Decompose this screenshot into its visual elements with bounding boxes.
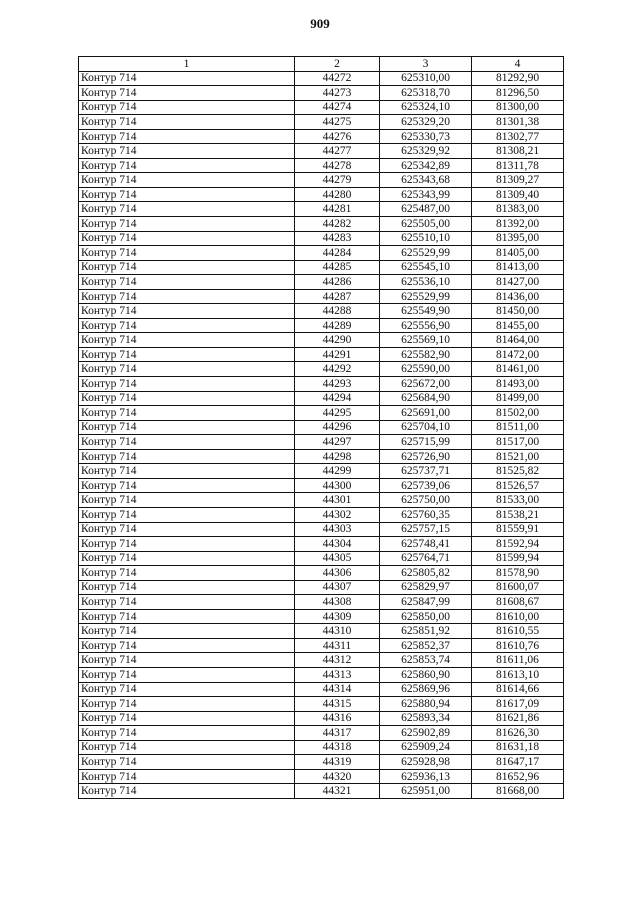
- x-coordinate-cell: 625329,92: [380, 144, 472, 159]
- point-number-cell: 44296: [295, 420, 380, 435]
- y-coordinate-cell: 81614,66: [472, 682, 564, 697]
- table-body: [79, 71, 564, 798]
- column-header-1: 1: [79, 57, 295, 72]
- contour-name-cell: Контур 714: [79, 231, 295, 246]
- contour-name-cell: Контур 714: [79, 144, 295, 159]
- contour-name-cell: Контур 714: [79, 464, 295, 479]
- point-number-cell: 44304: [295, 537, 380, 552]
- contour-name-cell: Контур 714: [79, 755, 295, 770]
- contour-name-cell: Контур 714: [79, 246, 295, 261]
- contour-name-cell: Контур 714: [79, 420, 295, 435]
- table-row: [79, 347, 564, 362]
- point-number-cell: 44300: [295, 478, 380, 493]
- x-coordinate-cell: 625860,90: [380, 667, 472, 682]
- point-number-cell: 44318: [295, 740, 380, 755]
- y-coordinate-cell: 81309,27: [472, 173, 564, 188]
- x-coordinate-cell: 625529,99: [380, 289, 472, 304]
- contour-name-cell: Контур 714: [79, 507, 295, 522]
- table-row: [79, 740, 564, 755]
- x-coordinate-cell: 625764,71: [380, 551, 472, 566]
- table-row: [79, 362, 564, 377]
- y-coordinate-cell: 81472,00: [472, 347, 564, 362]
- y-coordinate-cell: 81311,78: [472, 158, 564, 173]
- table-row: [79, 144, 564, 159]
- point-number-cell: 44312: [295, 653, 380, 668]
- point-number-cell: 44288: [295, 304, 380, 319]
- y-coordinate-cell: 81308,21: [472, 144, 564, 159]
- y-coordinate-cell: 81302,77: [472, 129, 564, 144]
- x-coordinate-cell: 625737,71: [380, 464, 472, 479]
- table-row: [79, 86, 564, 101]
- table-row: [79, 275, 564, 290]
- x-coordinate-cell: 625536,10: [380, 275, 472, 290]
- y-coordinate-cell: 81613,10: [472, 667, 564, 682]
- table-row: [79, 377, 564, 392]
- y-coordinate-cell: 81578,90: [472, 566, 564, 581]
- x-coordinate-cell: 625902,89: [380, 726, 472, 741]
- table-row: [79, 493, 564, 508]
- contour-name-cell: Контур 714: [79, 580, 295, 595]
- y-coordinate-cell: 81600,07: [472, 580, 564, 595]
- point-number-cell: 44283: [295, 231, 380, 246]
- table-row: [79, 420, 564, 435]
- y-coordinate-cell: 81427,00: [472, 275, 564, 290]
- y-coordinate-cell: 81309,40: [472, 187, 564, 202]
- point-number-cell: 44310: [295, 624, 380, 639]
- contour-name-cell: Контур 714: [79, 784, 295, 799]
- point-number-cell: 44279: [295, 173, 380, 188]
- contour-name-cell: Контур 714: [79, 435, 295, 450]
- contour-name-cell: Контур 714: [79, 71, 295, 86]
- y-coordinate-cell: 81450,00: [472, 304, 564, 319]
- contour-name-cell: Контур 714: [79, 187, 295, 202]
- x-coordinate-cell: 625324,10: [380, 100, 472, 115]
- x-coordinate-cell: 625704,10: [380, 420, 472, 435]
- x-coordinate-cell: 625715,99: [380, 435, 472, 450]
- x-coordinate-cell: 625582,90: [380, 347, 472, 362]
- x-coordinate-cell: 625760,35: [380, 507, 472, 522]
- x-coordinate-cell: 625545,10: [380, 260, 472, 275]
- y-coordinate-cell: 81559,91: [472, 522, 564, 537]
- table-row: [79, 246, 564, 261]
- y-coordinate-cell: 81668,00: [472, 784, 564, 799]
- contour-name-cell: Контур 714: [79, 638, 295, 653]
- table-row: [79, 260, 564, 275]
- y-coordinate-cell: 81395,00: [472, 231, 564, 246]
- y-coordinate-cell: 81617,09: [472, 697, 564, 712]
- point-number-cell: 44313: [295, 667, 380, 682]
- x-coordinate-cell: 625850,00: [380, 609, 472, 624]
- point-number-cell: 44298: [295, 449, 380, 464]
- point-number-cell: 44295: [295, 406, 380, 421]
- x-coordinate-cell: 625851,92: [380, 624, 472, 639]
- y-coordinate-cell: 81599,94: [472, 551, 564, 566]
- table-row: [79, 507, 564, 522]
- table-row: [79, 115, 564, 130]
- point-number-cell: 44286: [295, 275, 380, 290]
- contour-name-cell: Контур 714: [79, 653, 295, 668]
- point-number-cell: 44314: [295, 682, 380, 697]
- point-number-cell: 44276: [295, 129, 380, 144]
- table-row: [79, 478, 564, 493]
- contour-name-cell: Контур 714: [79, 158, 295, 173]
- y-coordinate-cell: 81464,00: [472, 333, 564, 348]
- x-coordinate-cell: 625318,70: [380, 86, 472, 101]
- contour-name-cell: Контур 714: [79, 129, 295, 144]
- y-coordinate-cell: 81538,21: [472, 507, 564, 522]
- y-coordinate-cell: 81611,06: [472, 653, 564, 668]
- table-row: [79, 551, 564, 566]
- x-coordinate-cell: 625505,00: [380, 217, 472, 232]
- point-number-cell: 44281: [295, 202, 380, 217]
- contour-name-cell: Контур 714: [79, 711, 295, 726]
- y-coordinate-cell: 81383,00: [472, 202, 564, 217]
- table-row: [79, 566, 564, 581]
- y-coordinate-cell: 81526,57: [472, 478, 564, 493]
- y-coordinate-cell: 81592,94: [472, 537, 564, 552]
- table-row: [79, 580, 564, 595]
- x-coordinate-cell: 625529,99: [380, 246, 472, 261]
- contour-name-cell: Контур 714: [79, 537, 295, 552]
- contour-name-cell: Контур 714: [79, 173, 295, 188]
- table-row: [79, 318, 564, 333]
- contour-name-cell: Контур 714: [79, 115, 295, 130]
- point-number-cell: 44282: [295, 217, 380, 232]
- x-coordinate-cell: 625847,99: [380, 595, 472, 610]
- x-coordinate-cell: 625691,00: [380, 406, 472, 421]
- contour-name-cell: Контур 714: [79, 362, 295, 377]
- contour-name-cell: Контур 714: [79, 493, 295, 508]
- y-coordinate-cell: 81461,00: [472, 362, 564, 377]
- x-coordinate-cell: 625342,89: [380, 158, 472, 173]
- y-coordinate-cell: 81517,00: [472, 435, 564, 450]
- y-coordinate-cell: 81610,55: [472, 624, 564, 639]
- x-coordinate-cell: 625757,15: [380, 522, 472, 537]
- contour-name-cell: Контур 714: [79, 740, 295, 755]
- point-number-cell: 44291: [295, 347, 380, 362]
- y-coordinate-cell: 81525,82: [472, 464, 564, 479]
- table-row: [79, 173, 564, 188]
- x-coordinate-cell: 625590,00: [380, 362, 472, 377]
- contour-name-cell: Контур 714: [79, 667, 295, 682]
- x-coordinate-cell: 625829,97: [380, 580, 472, 595]
- point-number-cell: 44317: [295, 726, 380, 741]
- point-number-cell: 44299: [295, 464, 380, 479]
- y-coordinate-cell: 81621,86: [472, 711, 564, 726]
- point-number-cell: 44297: [295, 435, 380, 450]
- contour-name-cell: Контур 714: [79, 478, 295, 493]
- table-row: [79, 697, 564, 712]
- y-coordinate-cell: 81610,00: [472, 609, 564, 624]
- x-coordinate-cell: 625869,96: [380, 682, 472, 697]
- table-row: [79, 202, 564, 217]
- y-coordinate-cell: 81608,67: [472, 595, 564, 610]
- contour-name-cell: Контур 714: [79, 86, 295, 101]
- point-number-cell: 44319: [295, 755, 380, 770]
- x-coordinate-cell: 625805,82: [380, 566, 472, 581]
- contour-name-cell: Контур 714: [79, 406, 295, 421]
- point-number-cell: 44303: [295, 522, 380, 537]
- contour-name-cell: Контур 714: [79, 551, 295, 566]
- point-number-cell: 44289: [295, 318, 380, 333]
- table-row: [79, 71, 564, 86]
- y-coordinate-cell: 81392,00: [472, 217, 564, 232]
- table-row: [79, 755, 564, 770]
- x-coordinate-cell: 625739,06: [380, 478, 472, 493]
- x-coordinate-cell: 625343,68: [380, 173, 472, 188]
- point-number-cell: 44292: [295, 362, 380, 377]
- contour-name-cell: Контур 714: [79, 726, 295, 741]
- x-coordinate-cell: 625853,74: [380, 653, 472, 668]
- point-number-cell: 44302: [295, 507, 380, 522]
- point-number-cell: 44308: [295, 595, 380, 610]
- point-number-cell: 44301: [295, 493, 380, 508]
- contour-name-cell: Контур 714: [79, 275, 295, 290]
- y-coordinate-cell: 81610,76: [472, 638, 564, 653]
- contour-name-cell: Контур 714: [79, 333, 295, 348]
- y-coordinate-cell: 81292,90: [472, 71, 564, 86]
- x-coordinate-cell: 625672,00: [380, 377, 472, 392]
- column-header-3: 3: [380, 57, 472, 72]
- y-coordinate-cell: 81626,30: [472, 726, 564, 741]
- table-row: [79, 304, 564, 319]
- y-coordinate-cell: 81493,00: [472, 377, 564, 392]
- point-number-cell: 44305: [295, 551, 380, 566]
- contour-name-cell: Контур 714: [79, 289, 295, 304]
- contour-name-cell: Контур 714: [79, 522, 295, 537]
- table-row: [79, 435, 564, 450]
- table-row: [79, 653, 564, 668]
- contour-name-cell: Контур 714: [79, 100, 295, 115]
- contour-name-cell: Контур 714: [79, 377, 295, 392]
- x-coordinate-cell: 625909,24: [380, 740, 472, 755]
- contour-name-cell: Контур 714: [79, 202, 295, 217]
- point-number-cell: 44309: [295, 609, 380, 624]
- x-coordinate-cell: 625684,90: [380, 391, 472, 406]
- x-coordinate-cell: 625556,90: [380, 318, 472, 333]
- point-number-cell: 44315: [295, 697, 380, 712]
- y-coordinate-cell: 81521,00: [472, 449, 564, 464]
- table-row: [79, 595, 564, 610]
- point-number-cell: 44294: [295, 391, 380, 406]
- x-coordinate-cell: 625487,00: [380, 202, 472, 217]
- point-number-cell: 44311: [295, 638, 380, 653]
- page-number: 909: [310, 16, 330, 31]
- x-coordinate-cell: 625310,00: [380, 71, 472, 86]
- table-row: [79, 449, 564, 464]
- table-row: [79, 682, 564, 697]
- contour-name-cell: Контур 714: [79, 217, 295, 232]
- column-header-2: 2: [295, 57, 380, 72]
- x-coordinate-cell: 625748,41: [380, 537, 472, 552]
- x-coordinate-cell: 625726,90: [380, 449, 472, 464]
- y-coordinate-cell: 81413,00: [472, 260, 564, 275]
- y-coordinate-cell: 81405,00: [472, 246, 564, 261]
- contour-name-cell: Контур 714: [79, 260, 295, 275]
- x-coordinate-cell: 625343,99: [380, 187, 472, 202]
- x-coordinate-cell: 625510,10: [380, 231, 472, 246]
- y-coordinate-cell: 81300,00: [472, 100, 564, 115]
- x-coordinate-cell: 625330,73: [380, 129, 472, 144]
- point-number-cell: 44307: [295, 580, 380, 595]
- x-coordinate-cell: 625928,98: [380, 755, 472, 770]
- table-header-row: [79, 57, 564, 72]
- contour-name-cell: Контур 714: [79, 609, 295, 624]
- contour-name-cell: Контур 714: [79, 318, 295, 333]
- x-coordinate-cell: 625750,00: [380, 493, 472, 508]
- contour-name-cell: Контур 714: [79, 682, 295, 697]
- point-number-cell: 44272: [295, 71, 380, 86]
- contour-name-cell: Контур 714: [79, 624, 295, 639]
- point-number-cell: 44274: [295, 100, 380, 115]
- table-row: [79, 726, 564, 741]
- x-coordinate-cell: 625549,90: [380, 304, 472, 319]
- y-coordinate-cell: 81631,18: [472, 740, 564, 755]
- contour-name-cell: Контур 714: [79, 449, 295, 464]
- table-row: [79, 784, 564, 799]
- table-row: [79, 187, 564, 202]
- contour-name-cell: Контур 714: [79, 697, 295, 712]
- table-row: [79, 667, 564, 682]
- point-number-cell: 44284: [295, 246, 380, 261]
- x-coordinate-cell: 625329,20: [380, 115, 472, 130]
- point-number-cell: 44273: [295, 86, 380, 101]
- table-row: [79, 158, 564, 173]
- contour-name-cell: Контур 714: [79, 304, 295, 319]
- table-row: [79, 638, 564, 653]
- column-header-4: 4: [472, 57, 564, 72]
- point-number-cell: 44285: [295, 260, 380, 275]
- x-coordinate-cell: 625951,00: [380, 784, 472, 799]
- y-coordinate-cell: 81511,00: [472, 420, 564, 435]
- y-coordinate-cell: 81455,00: [472, 318, 564, 333]
- table-row: [79, 711, 564, 726]
- point-number-cell: 44290: [295, 333, 380, 348]
- point-number-cell: 44280: [295, 187, 380, 202]
- point-number-cell: 44320: [295, 769, 380, 784]
- table-row: [79, 333, 564, 348]
- contour-name-cell: Контур 714: [79, 391, 295, 406]
- point-number-cell: 44277: [295, 144, 380, 159]
- table-row: [79, 289, 564, 304]
- table-row: [79, 522, 564, 537]
- y-coordinate-cell: 81499,00: [472, 391, 564, 406]
- table-row: [79, 624, 564, 639]
- contour-name-cell: Контур 714: [79, 566, 295, 581]
- x-coordinate-cell: 625893,34: [380, 711, 472, 726]
- coordinates-table: [78, 56, 564, 799]
- point-number-cell: 44321: [295, 784, 380, 799]
- table-row: [79, 100, 564, 115]
- contour-name-cell: Контур 714: [79, 347, 295, 362]
- contour-name-cell: Контур 714: [79, 595, 295, 610]
- y-coordinate-cell: 81502,00: [472, 406, 564, 421]
- point-number-cell: 44287: [295, 289, 380, 304]
- y-coordinate-cell: 81647,17: [472, 755, 564, 770]
- table-row: [79, 217, 564, 232]
- point-number-cell: 44293: [295, 377, 380, 392]
- y-coordinate-cell: 81652,96: [472, 769, 564, 784]
- point-number-cell: 44278: [295, 158, 380, 173]
- table-row: [79, 537, 564, 552]
- y-coordinate-cell: 81301,38: [472, 115, 564, 130]
- table-row: [79, 129, 564, 144]
- x-coordinate-cell: 625852,37: [380, 638, 472, 653]
- y-coordinate-cell: 81296,50: [472, 86, 564, 101]
- y-coordinate-cell: 81436,00: [472, 289, 564, 304]
- table-row: [79, 231, 564, 246]
- point-number-cell: 44306: [295, 566, 380, 581]
- x-coordinate-cell: 625880,94: [380, 697, 472, 712]
- point-number-cell: 44316: [295, 711, 380, 726]
- x-coordinate-cell: 625936,13: [380, 769, 472, 784]
- table-row: [79, 609, 564, 624]
- y-coordinate-cell: 81533,00: [472, 493, 564, 508]
- table-row: [79, 769, 564, 784]
- table-row: [79, 391, 564, 406]
- table-row: [79, 464, 564, 479]
- point-number-cell: 44275: [295, 115, 380, 130]
- contour-name-cell: Контур 714: [79, 769, 295, 784]
- table-row: [79, 406, 564, 421]
- x-coordinate-cell: 625569,10: [380, 333, 472, 348]
